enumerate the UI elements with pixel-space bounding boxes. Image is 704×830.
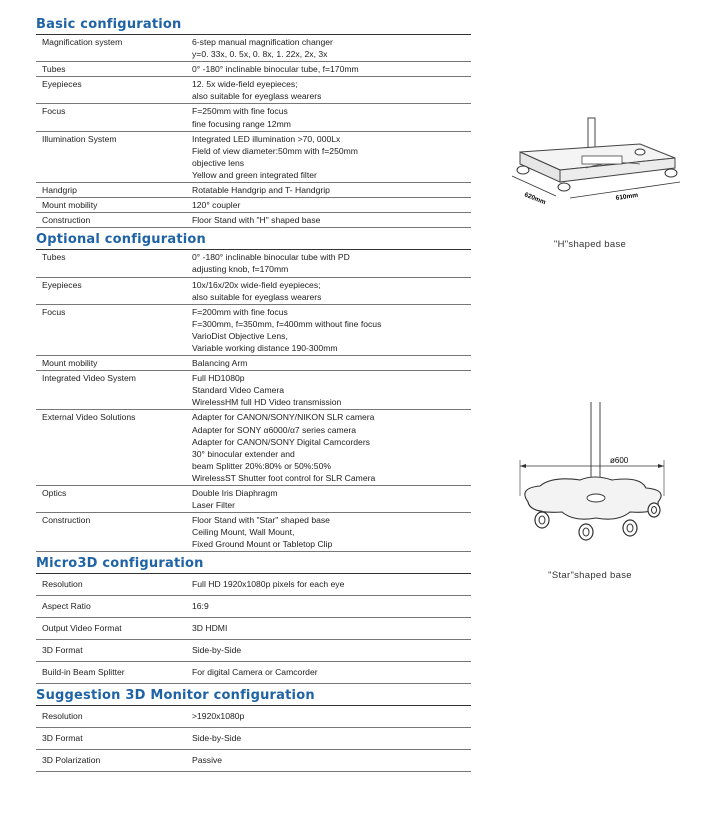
- star-base-dim: ø600: [610, 456, 629, 465]
- spec-row: [36, 356, 471, 371]
- spec-row: [36, 750, 471, 772]
- spec-label: 3D Format: [42, 733, 83, 744]
- spec-value: [192, 213, 471, 227]
- spec-label: Construction: [42, 215, 91, 226]
- spec-value-line: >1920x1080p: [192, 711, 245, 722]
- spec-value-line: 120° coupler: [192, 200, 241, 211]
- spec-row: [36, 371, 471, 410]
- spec-value: [192, 574, 471, 595]
- spec-value-line: WirelessHM full HD Video transmission: [192, 397, 342, 408]
- spec-label: 3D Format: [42, 645, 83, 656]
- spec-value: [192, 305, 471, 355]
- star-base-caption: "Star"shaped base: [548, 570, 632, 581]
- h-base-dim-b: 610mm: [615, 191, 639, 202]
- spec-value-line: also suitable for eyeglass wearers: [192, 291, 322, 302]
- spec-value: [192, 596, 471, 617]
- spec-value-line: Passive: [192, 755, 223, 766]
- spec-row: [36, 513, 471, 552]
- spec-value-line: adjusting knob, f=170mm: [192, 264, 289, 275]
- spec-label: Tubes: [42, 64, 66, 75]
- spec-row: [36, 62, 471, 77]
- h-base-drawing: [490, 110, 690, 220]
- spec-value: [192, 62, 471, 76]
- spec-row: [36, 250, 471, 277]
- spec-value: [192, 356, 471, 370]
- h-base-dim-a: 620mm: [523, 191, 547, 207]
- spec-value-line: F=250mm with fine focus: [192, 106, 288, 117]
- spec-row: [36, 410, 471, 486]
- h-base-caption: "H"shaped base: [553, 239, 627, 250]
- spec-value-line: Double Iris Diaphragm: [192, 488, 278, 498]
- spec-label: External Video Solutions: [42, 412, 136, 423]
- spec-label: Mount mobility: [42, 358, 98, 369]
- spec-label: Focus: [42, 306, 66, 317]
- spec-value-line: Fixed Ground Mount or Tabletop Clip: [192, 539, 333, 550]
- spec-value-line: Full HD1080p: [192, 373, 245, 384]
- spec-label: Resolution: [42, 579, 83, 590]
- spec-value: [192, 35, 471, 61]
- spec-label: Build-in Beam Splitter: [42, 667, 125, 678]
- spec-value-line: Standard Video Camera: [192, 385, 285, 396]
- spec-value-line: Rotatable Handgrip and T- Handgrip: [192, 185, 330, 196]
- spec-value: [192, 486, 471, 512]
- spec-value-line: 10x/16x/20x wide-field eyepieces;: [192, 279, 321, 290]
- spec-value-line: Variable working distance 190-300mm: [192, 342, 338, 353]
- section-title: Optional configuration: [36, 231, 471, 250]
- spec-value-line: For digital Camera or Camcorder: [192, 667, 318, 678]
- spec-value-line: Adapter for SONY α6000/α7 series camera: [192, 424, 357, 435]
- spec-value-line: 16:9: [192, 601, 209, 612]
- spec-label: Mount mobility: [42, 200, 98, 211]
- spec-value-line: 30° binocular extender and: [192, 448, 295, 459]
- spec-label: Integrated Video System: [42, 373, 136, 384]
- spec-value-line: Balancing Arm: [192, 358, 248, 369]
- spec-value-line: objective lens: [192, 157, 245, 168]
- h-base-figure: [490, 110, 690, 225]
- spec-tables: [36, 16, 471, 775]
- spec-row: [36, 596, 471, 618]
- star-base-figure: [490, 402, 690, 557]
- spec-row: [36, 305, 471, 356]
- spec-label: Optics: [42, 488, 67, 498]
- spec-row: [36, 574, 471, 596]
- spec-label: Eyepieces: [42, 79, 82, 90]
- spec-row: [36, 486, 471, 513]
- spec-value: [192, 183, 471, 197]
- spec-label: Magnification system: [42, 37, 123, 47]
- section-title: Suggestion 3D Monitor configuration: [36, 687, 471, 706]
- spec-value-line: fine focusing range 12mm: [192, 118, 291, 129]
- spec-value-line: 12. 5x wide-field eyepieces;: [192, 79, 298, 90]
- spec-value: [192, 410, 471, 485]
- spec-label: Tubes: [42, 252, 66, 263]
- spec-label: Construction: [42, 515, 91, 526]
- spec-value: [192, 371, 471, 409]
- spec-row: [36, 104, 471, 131]
- config-section: [36, 555, 471, 684]
- spec-value: [192, 750, 471, 771]
- spec-row: [36, 132, 471, 183]
- spec-value-line: 6-step manual magnification changer: [192, 37, 333, 47]
- spec-value-line: beam Splitter 20%:80% or 50%:50%: [192, 460, 332, 471]
- spec-value-line: 0° -180° inclinable binocular tube, f=170mm: [192, 64, 359, 75]
- spec-value-line: F=200mm with fine focus: [192, 306, 288, 317]
- star-base-drawing: [490, 402, 690, 552]
- spec-value-line: Floor Stand with "H" shaped base: [192, 215, 321, 226]
- spec-row: [36, 278, 471, 305]
- spec-value-line: y=0. 33x, 0. 5x, 0. 8x, 1. 22x, 2x, 3x: [192, 49, 328, 60]
- spec-row: [36, 640, 471, 662]
- config-section: [36, 16, 471, 228]
- spec-row: [36, 618, 471, 640]
- spec-value-line: Side-by-Side: [192, 733, 242, 744]
- spec-label: 3D Polarization: [42, 755, 101, 766]
- spec-value-line: Laser Filter: [192, 500, 235, 511]
- spec-value-line: Integrated LED illumination >70, 000Lx: [192, 133, 341, 144]
- spec-row: [36, 198, 471, 213]
- spec-row: [36, 35, 471, 62]
- spec-value: [192, 640, 471, 661]
- spec-value-line: Floor Stand with "Star" shaped base: [192, 515, 330, 526]
- spec-value: [192, 706, 471, 727]
- section-title: Basic configuration: [36, 16, 471, 35]
- spec-value-line: 3D HDMI: [192, 623, 228, 634]
- spec-value: [192, 77, 471, 103]
- spec-value-line: Full HD 1920x1080p pixels for each eye: [192, 579, 345, 590]
- spec-row: [36, 183, 471, 198]
- spec-value-line: WirelessST Shutter foot control for SLR Camera: [192, 472, 376, 483]
- spec-value: [192, 104, 471, 130]
- spec-label: Output Video Format: [42, 623, 122, 634]
- spec-label: Aspect Ratio: [42, 601, 91, 612]
- config-section: [36, 687, 471, 772]
- spec-value-line: 0° -180° inclinable binocular tube with PD: [192, 252, 350, 263]
- spec-value: [192, 132, 471, 182]
- spec-value-line: also suitable for eyeglass wearers: [192, 91, 322, 102]
- spec-value-line: VarioDist Objective Lens,: [192, 330, 288, 341]
- spec-row: [36, 77, 471, 104]
- spec-value-line: Side-by-Side: [192, 645, 242, 656]
- spec-label: Resolution: [42, 711, 83, 722]
- spec-value: [192, 250, 471, 276]
- spec-value: [192, 662, 471, 683]
- spec-value-line: F=300mm, f=350mm, f=400mm without fine focus: [192, 318, 382, 329]
- spec-label: Illumination System: [42, 133, 117, 144]
- spec-value-line: Adapter for CANON/SONY/NIKON SLR camera: [192, 412, 375, 423]
- spec-value: [192, 198, 471, 212]
- spec-row: [36, 662, 471, 684]
- spec-row: [36, 728, 471, 750]
- spec-label: Eyepieces: [42, 279, 82, 290]
- spec-label: Focus: [42, 106, 66, 117]
- spec-value-line: Yellow and green integrated filter: [192, 169, 317, 180]
- spec-value: [192, 618, 471, 639]
- spec-value-line: Ceiling Mount, Wall Mount,: [192, 527, 295, 538]
- spec-value: [192, 278, 471, 304]
- spec-value: [192, 513, 471, 551]
- section-title: Micro3D configuration: [36, 555, 471, 574]
- spec-row: [36, 706, 471, 728]
- spec-row: [36, 213, 471, 228]
- spec-value: [192, 728, 471, 749]
- config-section: [36, 231, 471, 552]
- spec-value-line: Field of view diameter:50mm with f=250mm: [192, 145, 358, 156]
- spec-value-line: Adapter for CANON/SONY Digital Camcorders: [192, 436, 370, 447]
- spec-label: Handgrip: [42, 185, 77, 196]
